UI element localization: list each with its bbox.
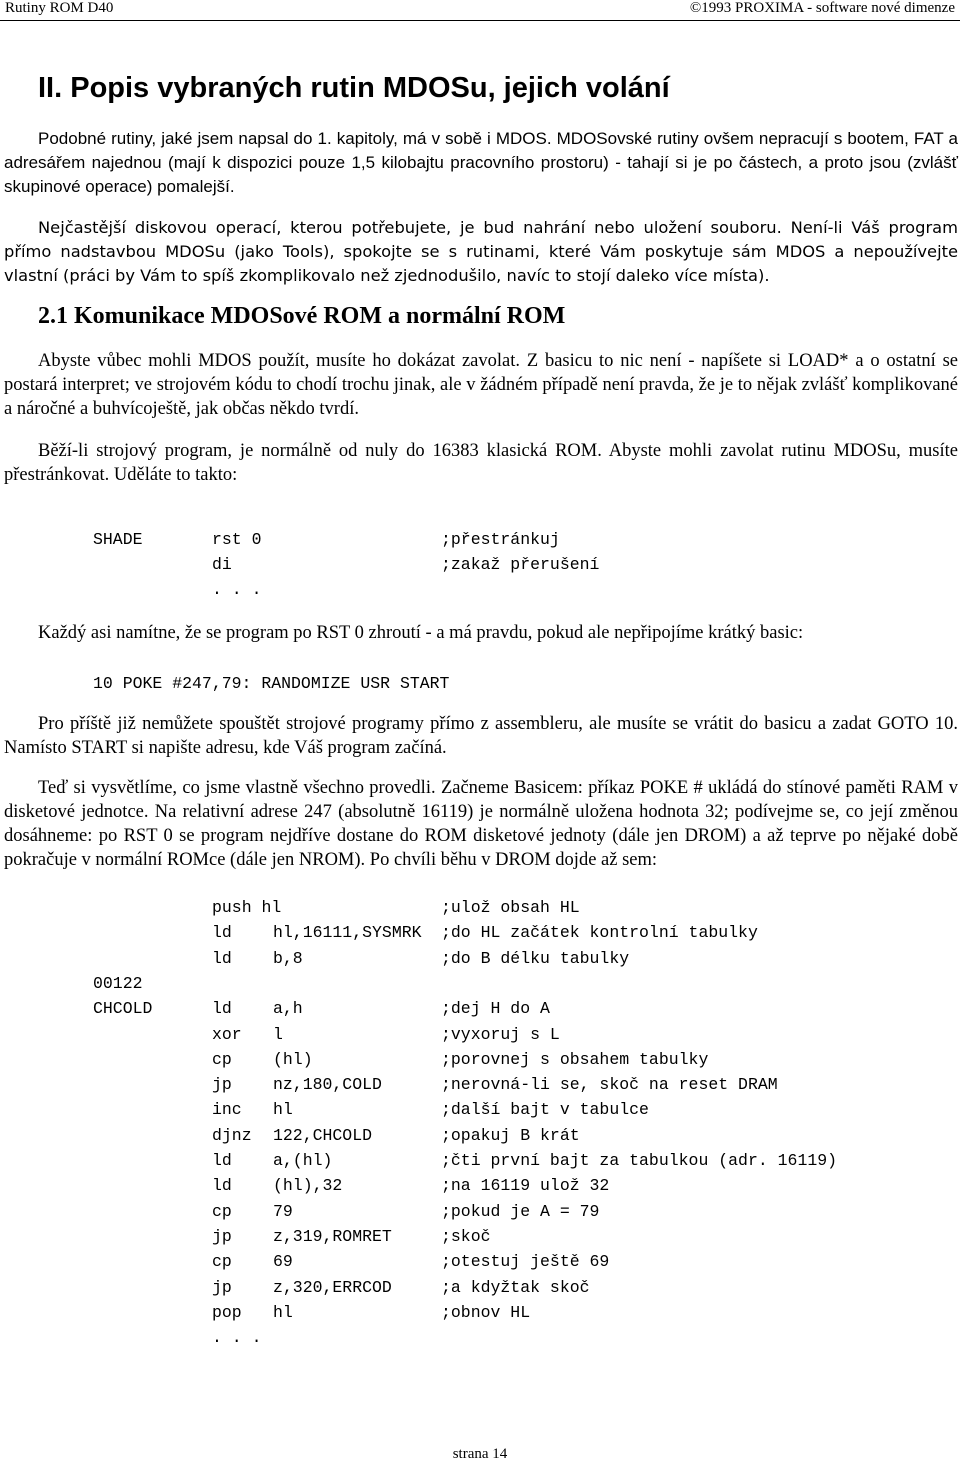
code-label: SHADE: [93, 530, 143, 549]
code-block-shade: [0, 530, 960, 610]
code-opcode: . . .: [212, 1328, 262, 1348]
code-line: [0, 949, 960, 971]
code-opcode: ld: [212, 923, 232, 943]
paragraph-5: Každý asi namítne, že se program po RST 0 zhroutí - a má pravdu, pokud ale nepřipojíme krátký basic:: [38, 623, 804, 643]
code-opcode: di: [212, 555, 232, 574]
code-comment: ;čti první bajt za tabulkou (adr. 16119): [441, 1151, 838, 1170]
code-operand: 122,CHCOLD: [273, 1125, 373, 1145]
code-line: [0, 1025, 960, 1047]
code-comment: ;další bajt v tabulce: [441, 1100, 649, 1120]
page-number: strana 14: [452, 1446, 508, 1462]
code-line: [0, 1303, 960, 1325]
code-line: [0, 974, 960, 996]
code-operand: l: [273, 1024, 283, 1044]
page-header: [0, 0, 960, 21]
code-comment: ;porovnej s obsahem tabulky: [441, 1049, 709, 1069]
code-comment: ;zakaž přerušení: [441, 555, 600, 574]
section-title: II. Popis vybraných rutin MDOSu, jejich volání: [38, 72, 670, 104]
code-opcode: ld: [212, 1176, 232, 1196]
code-opcode: jp: [212, 1277, 232, 1297]
paragraph-6: Pro příště již nemůžete spouštět strojové programy přímo z assembleru, ale musíte se vrátit do basicu a zadat GOTO 10. Namísto START si napište adresu, kde Váš program začíná.: [4, 714, 958, 758]
code-opcode: ld: [212, 999, 232, 1019]
code-operand: (hl),32: [273, 1176, 343, 1196]
code-line: [0, 1100, 960, 1122]
code-line: [0, 1278, 960, 1300]
header-right: ©1993 PROXIMA - software nové dimenze: [689, 0, 955, 16]
code-line: [0, 1151, 960, 1173]
code-opcode: inc: [212, 1100, 242, 1120]
code-line: [0, 1050, 960, 1072]
code-comment: ;nerovná-li se, skoč na reset DRAM: [441, 1075, 778, 1095]
code-operand: z,320,ERRCOD: [273, 1277, 392, 1297]
code-block-chcold: [0, 898, 960, 1358]
code-label: CHCOLD: [93, 999, 153, 1019]
code-comment: ;na 16119 ulož 32: [441, 1176, 610, 1196]
paragraph-1: Podobné rutiny, jaké jsem napsal do 1. kapitoly, má v sobě i MDOS. MDOSovské rutiny ovšem nepracují s bootem, FAT a adresářem najednou (mají k dispozici pouze 1,5 kilobajtu pracovního prostoru) - tahají si je po částech, a proto jsou (zvlášť skupinové operace) pomalejší.: [4, 129, 958, 196]
code-comment: ;skoč: [441, 1226, 491, 1246]
code-line: [0, 1252, 960, 1274]
code-comment: ;do HL začátek kontrolní tabulky: [441, 923, 758, 943]
code-opcode: ld: [212, 948, 232, 968]
code-comment: ;dej H do A: [441, 999, 550, 1019]
code-comment: ;ulož obsah HL: [441, 898, 580, 917]
paragraph-4: Běží-li strojový program, je normálně od nuly do 16383 klasická ROM. Abyste mohli zavolat rutinu MDOSu, musíte přestránkovat. Uděláte to takto:: [4, 441, 958, 485]
code-line: [0, 580, 960, 602]
code-opcode: . . .: [212, 580, 262, 599]
code-opcode: djnz: [212, 1125, 252, 1145]
code-comment: ;a kdyžtak skoč: [441, 1277, 590, 1297]
code-line: [0, 898, 960, 920]
code-opcode: cp: [212, 1049, 232, 1069]
code-opcode: rst 0: [212, 530, 262, 549]
code-line: [0, 1202, 960, 1224]
code-comment: ;přestránkuj: [441, 530, 560, 549]
code-operand: hl: [273, 1302, 293, 1322]
code-line: [0, 1328, 960, 1350]
code-comment: ;opakuj B krát: [441, 1125, 580, 1145]
code-operand: hl: [273, 1100, 293, 1120]
code-line: [0, 999, 960, 1021]
code-comment: ;vyxoruj s L: [441, 1024, 560, 1044]
code-comment: ;otestuj ještě 69: [441, 1252, 610, 1272]
code-line: [0, 923, 960, 945]
code-opcode: push hl: [212, 898, 282, 917]
code-line: [0, 555, 960, 577]
code-label: 00122: [93, 973, 143, 993]
code-comment: ;pokud je A = 79: [441, 1201, 600, 1221]
paragraph-3: Abyste vůbec mohli MDOS použít, musíte ho dokázat zavolat. Z basicu to nic není - napíšete si LOAD* a o ostatní se postará interpret; ve strojovém kódu to chodí trochu jinak, ale v žádném případě není pravda, že je to nějak zvlášť komplikované a náročné a buhvícoještě, jak občas někdo tvrdí.: [4, 351, 958, 419]
paragraph-2: Nejčastější diskovou operací, kterou potřebujete, je bud nahrání nebo uložení souboru. Není-li Váš program přímo nadstavbou MDOSu (jako Tools), spokojte se s rutinami, které Vám poskytuje sám MDOS a nepoužívejte vlastní (práci by Vám to spíš zkomplikovalo než zjednodušilo, navíc to stojí daleko více místa).: [4, 218, 958, 285]
code-line: [0, 1176, 960, 1198]
basic-code-line: 10 POKE #247,79: RANDOMIZE USR START: [93, 674, 450, 693]
code-operand: 69: [273, 1252, 293, 1272]
paragraph-7: Teď si vysvětlíme, co jsme vlastně všechno provedli. Začneme Basicem: příkaz POKE # ukládá do stínové paměti RAM v disketové jednotce. Na relativní adrese 247 (absolutně 16119) je normálně uložena hodnota 32; podívejme se, co její změnou dosáhneme: po RST 0 se program nejdříve dostane do ROM disketové jednoty (dále jen DROM) a až teprve po nějaké době pokračuje v normální ROMce (dále jen NROM). Po chvíli běhu v DROM dojde až sem:: [4, 778, 958, 870]
code-opcode: pop: [212, 1302, 242, 1322]
code-operand: 79: [273, 1201, 293, 1221]
code-line: [0, 1126, 960, 1148]
code-operand: a,(hl): [273, 1151, 333, 1170]
code-operand: b,8: [273, 948, 303, 968]
code-operand: (hl): [273, 1049, 313, 1069]
code-opcode: jp: [212, 1075, 232, 1095]
code-opcode: xor: [212, 1024, 242, 1044]
code-operand: z,319,ROMRET: [273, 1226, 392, 1246]
code-opcode: cp: [212, 1252, 232, 1272]
header-left: Rutiny ROM D40: [5, 0, 114, 16]
code-operand: hl,16111,SYSMRK: [273, 923, 422, 943]
code-line: [0, 530, 960, 552]
code-comment: ;obnov HL: [441, 1302, 531, 1322]
code-comment: ;do B délku tabulky: [441, 948, 630, 968]
code-operand: a,h: [273, 999, 303, 1019]
code-line: [0, 1075, 960, 1097]
subsection-title: 2.1 Komunikace MDOSové ROM a normální ROM: [38, 303, 566, 329]
code-opcode: cp: [212, 1201, 232, 1221]
code-opcode: ld: [212, 1151, 232, 1170]
code-opcode: jp: [212, 1226, 232, 1246]
code-operand: nz,180,COLD: [273, 1075, 382, 1095]
code-line: [0, 1227, 960, 1249]
